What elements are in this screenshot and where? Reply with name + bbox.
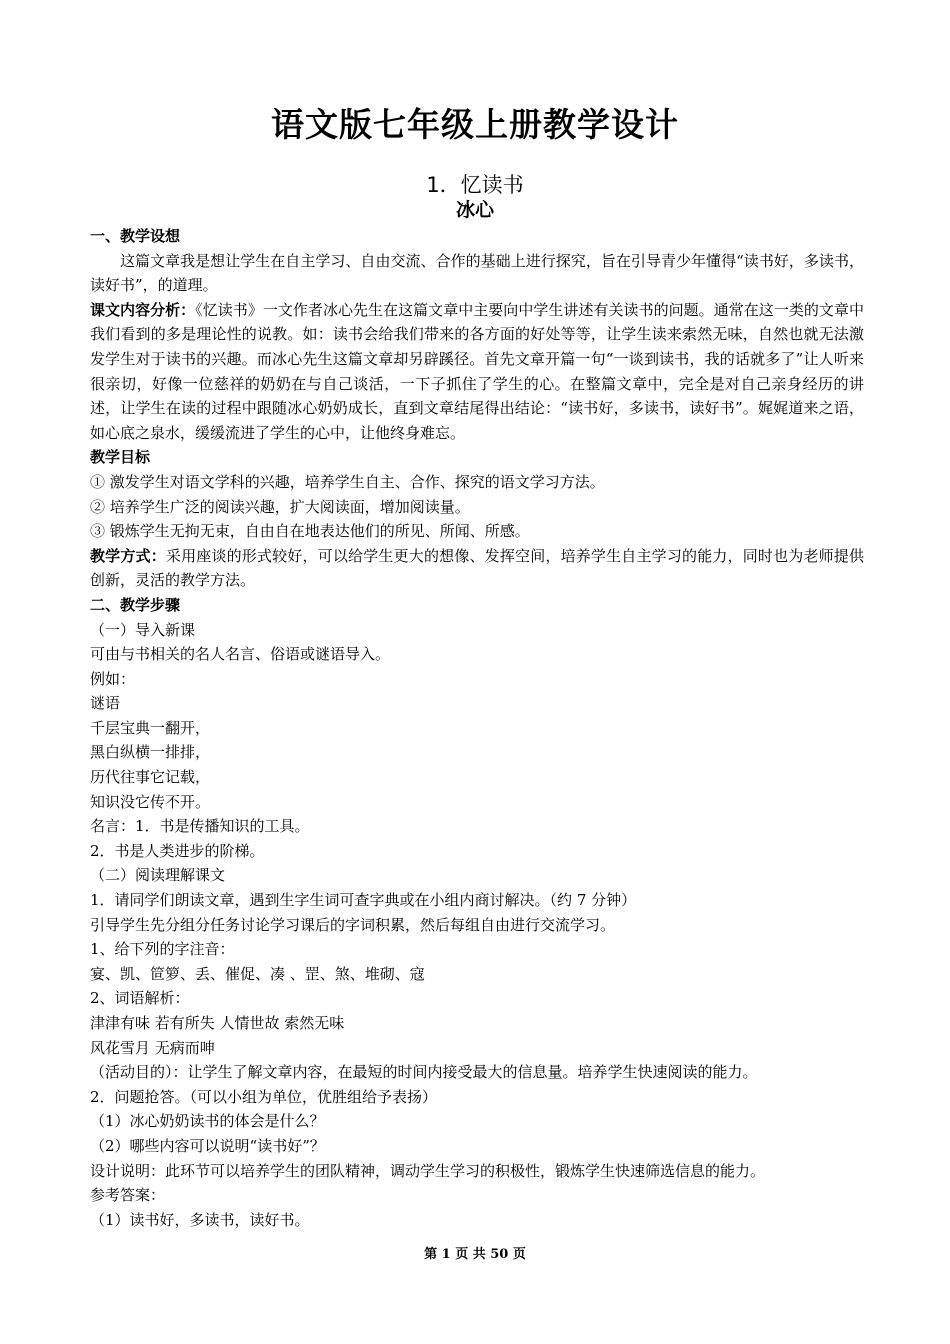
step-line: 引导学生先分组分任务讨论学习课后的字词积累，然后每组自由进行交流学习。 (90, 915, 616, 934)
method-paragraph (90, 544, 864, 593)
step-line: （一）导入新课 (90, 620, 196, 639)
goal-item: ② 培养学生广泛的阅读兴趣，扩大阅读面，增加阅读量。 (90, 497, 470, 516)
step-line: 1、给下列的字注音： (90, 940, 235, 959)
analysis-label: 课文内容分析： (90, 300, 196, 319)
step-line: 2．问题抢答。（可以小组为单位，优胜组给予表扬） (90, 1087, 438, 1106)
step-line: （活动目的）：让学生了解文章内容，在最短的时间内接受最大的信息量。培养学生快速阅读的能力。 (90, 1063, 758, 1082)
step-line: 风花雪月 无病而呻 (90, 1038, 215, 1057)
lesson-author: 冰心 (455, 199, 494, 221)
lesson-title: 1．忆读书 (426, 173, 524, 197)
step-line: （2）哪些内容可以说明“读书好”？ (90, 1136, 325, 1155)
goal-item: ③ 锻炼学生无拘无束，自由自在地表达他们的所见、所闻、所感。 (90, 522, 530, 541)
step-line: 千层宝典一翻开， (90, 718, 211, 737)
step-line: 设计说明：此环节可以培养学生的团队精神，调动学生学习的积极性，锻炼学生快速筛选信息的能力。 (90, 1161, 766, 1180)
step-line: 2、词语解析： (90, 989, 190, 1008)
step-line: 例如： (90, 669, 136, 688)
page-number-footer: 第 1 页 共 50 页 (424, 1247, 526, 1262)
section-heading-steps: 二、教学步骤 (90, 595, 181, 614)
document-body (90, 224, 864, 1232)
step-line: 宴、凯、笸箩、丢、催促、凑 、罡、煞、堆砌、寇 (90, 964, 425, 983)
step-line: 黑白纵横一排排， (90, 743, 211, 762)
section-heading-goals: 教学目标 (90, 448, 151, 467)
step-line: 谜语 (90, 694, 121, 713)
step-line: 2．书是人类进步的阶梯。 (90, 841, 265, 860)
step-line: 知识没它传不开。 (90, 792, 211, 811)
analysis-paragraph (90, 298, 864, 446)
document-title: 语文版七年级上册教学设计 (271, 105, 679, 144)
step-line: （1）读书好，多读书，读好书。 (90, 1210, 310, 1229)
step-line: （二）阅读理解课文 (90, 866, 226, 885)
step-line: 参考答案： (90, 1186, 166, 1205)
design-paragraph: 这篇文章我是想让学生在自主学习、自由交流、合作的基础上进行探究，旨在引导青少年懂得“读书好，多读书，读好书”，的道理。 (90, 251, 864, 295)
goal-item: ① 激发学生对语文学科的兴趣，培养学生自主、合作、探究的语文学习方法。 (90, 472, 605, 491)
step-line: 可由与书相关的名人名言、俗语或谜语导入。 (90, 645, 391, 664)
step-line: 名言：1．书是传播知识的工具。 (90, 817, 310, 836)
step-line: 历代往事它记载， (90, 768, 211, 787)
step-line: （1）冰心奶奶读书的体会是什么？ (90, 1112, 325, 1131)
method-label: 教学方式： (90, 546, 166, 565)
section-heading-design: 一、教学设想 (90, 227, 181, 245)
method-text: 采用座谈的形式较好，可以给学生更大的想像、发挥空间，培养学生自主学习的能力，同时也为老师提供创新，灵活的教学方法。 (90, 546, 864, 590)
step-line: 津津有味 若有所失 人情世故 索然无味 (90, 1014, 345, 1032)
analysis-text: 《忆读书》一文作者冰心先生在这篇文章中主要向中学生讲述有关读书的问题。通常在这一类的文章中我们看到的多是理论性的说教。如：读书会给我们带来的各方面的好处等等，让学生读来索然无味，自然也就无法激发学生对于读书的兴趣。而冰心先生这篇文章却另辟蹊径。首先文章开篇一句“一谈到读书，我的话就多了”让人听来很亲切，好像一位慈祥的奶奶在与自己谈活，一下子抓住了学生的心。在整篇文章中，完全是对自己亲身经历的讲述，让学生在读的过程中跟随冰心奶奶成长，直到文章结尾得出结论：“读书好，多读书，读好书”。娓娓道来之语，如心底之泉水，缓缓流进了学生的心中，让他终身难忘。 (90, 300, 864, 442)
step-line: 1．请同学们朗读文章，遇到生字生词可查字典或在小组内商讨解决。（约 7 分钟） (90, 891, 637, 910)
